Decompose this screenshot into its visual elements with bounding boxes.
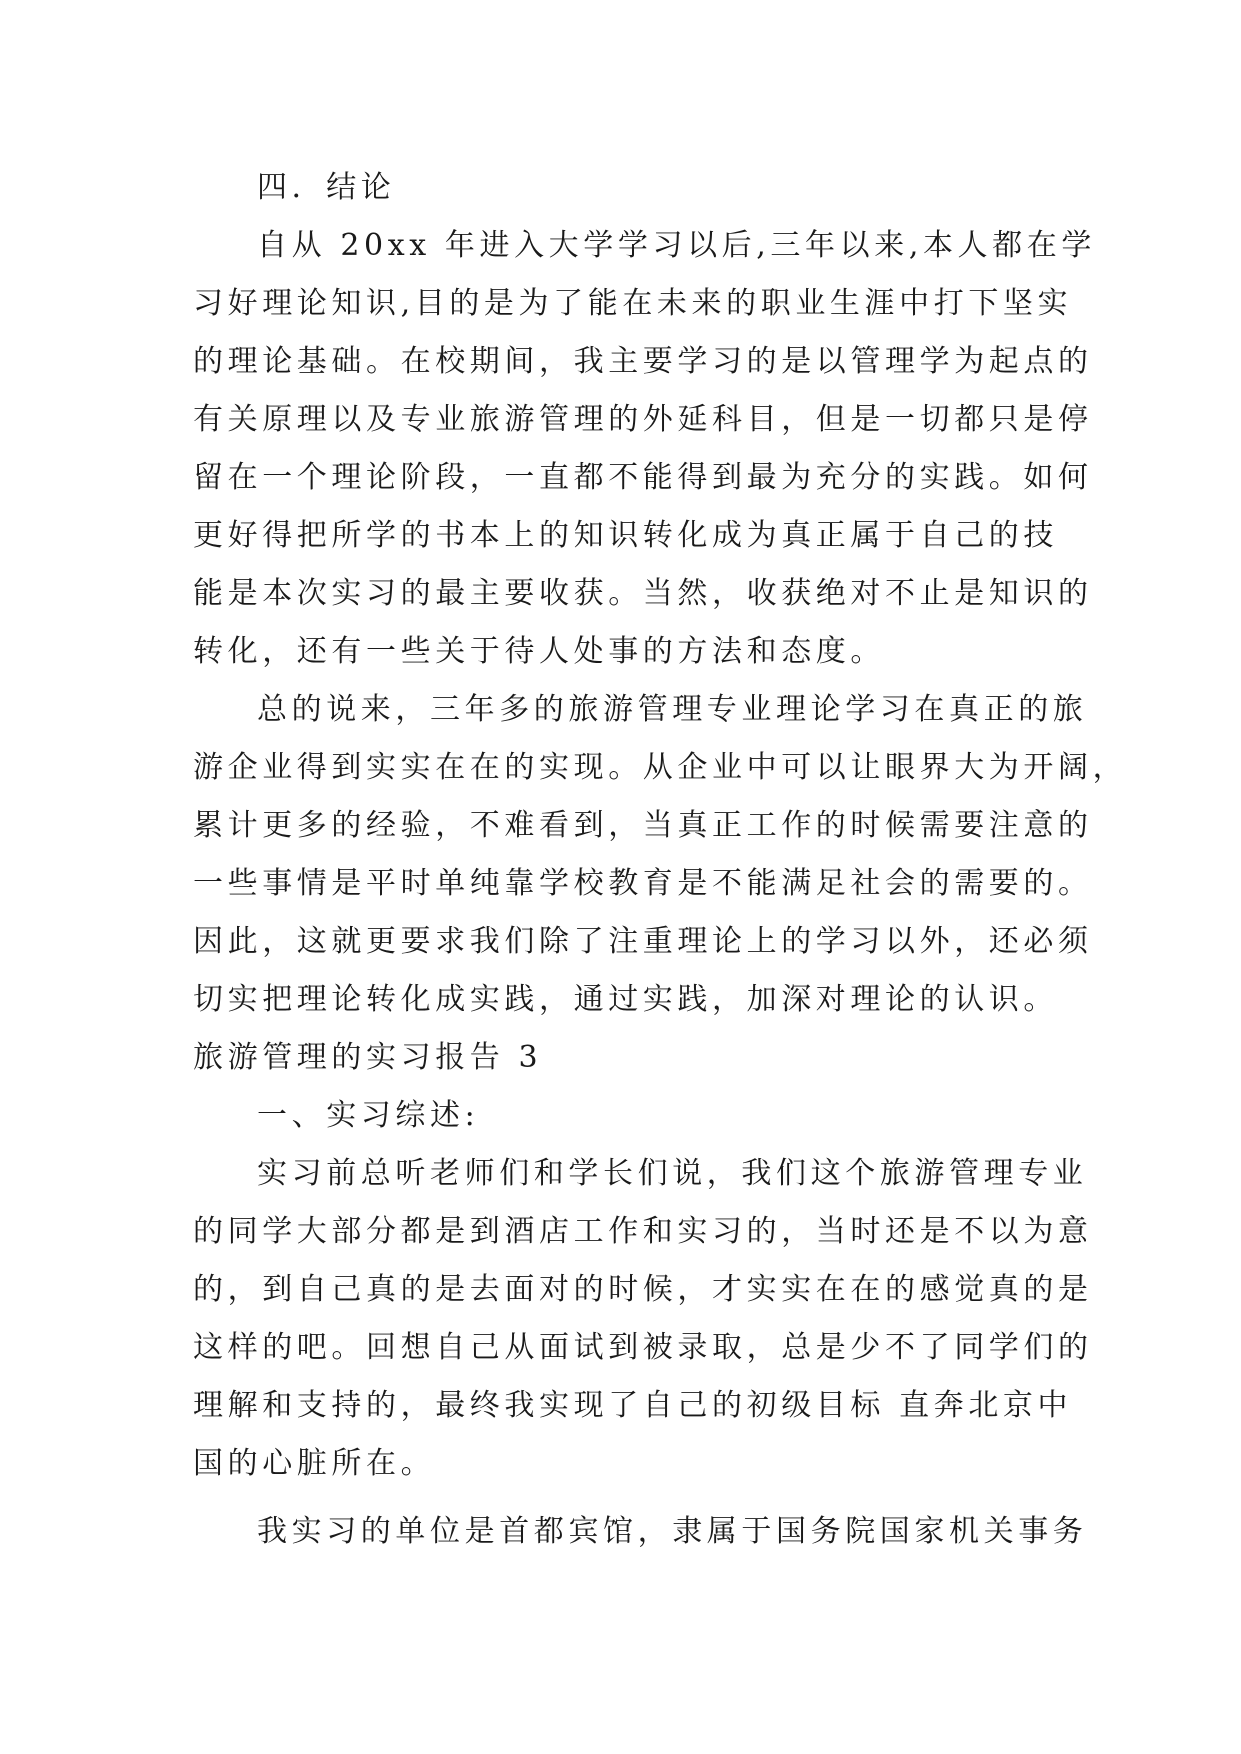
paragraph-line: 理解和支持的，最终我实现了自己的初级目标 直奔北京中	[193, 1388, 1073, 1423]
paragraph-line: 的理论基础。在校期间，我主要学习的是以管理学为起点的	[193, 344, 1093, 379]
paragraph-line: 因此，这就更要求我们除了注重理论上的学习以外，还必须	[193, 924, 1093, 959]
paragraph-line: 自从 20xx 年进入大学学习以后,三年以来,本人都在学	[257, 228, 1096, 263]
paragraph-line: 实习前总听老师们和学长们说，我们这个旅游管理专业	[257, 1156, 1088, 1191]
paragraph-line: 这样的吧。回想自己从面试到被录取，总是少不了同学们的	[193, 1330, 1093, 1365]
paragraph-line: 游企业得到实实在在的实现。从企业中可以让眼界大为开阔，	[193, 750, 1128, 785]
paragraph-line: 习好理论知识,目的是为了能在未来的职业生涯中打下坚实	[193, 286, 1073, 321]
paragraph-line: 能是本次实习的最主要收获。当然，收获绝对不止是知识的	[193, 576, 1093, 611]
document-body	[193, 159, 1128, 1561]
paragraph-line: 的同学大部分都是到酒店工作和实习的，当时还是不以为意	[193, 1214, 1093, 1249]
section-four-paragraph-2	[193, 681, 1128, 1029]
paragraph-line: 切实把理论转化成实践，通过实践，加深对理论的认识。	[193, 982, 1058, 1017]
paragraph-line: 累计更多的经验，不难看到，当真正工作的时候需要注意的	[193, 808, 1093, 843]
paragraph-line: 转化，还有一些关于待人处事的方法和态度。	[193, 634, 885, 669]
paragraph-line: 留在一个理论阶段，一直都不能得到最为充分的实践。如何	[193, 460, 1093, 495]
paragraph-line: 我实习的单位是首都宾馆，隶属于国务院国家机关事务	[257, 1514, 1088, 1549]
section-four-heading: 四．结论	[257, 170, 396, 205]
paragraph-line: 总的说来，三年多的旅游管理专业理论学习在真正的旅	[257, 692, 1088, 727]
paragraph-line: 一些事情是平时单纯靠学校教育是不能满足社会的需要的。	[193, 866, 1093, 901]
paragraph-line: 的，到自己真的是去面对的时候，才实实在在的感觉真的是	[193, 1272, 1093, 1307]
section-one-paragraph-2	[193, 1503, 1088, 1561]
section-one-paragraph-1	[193, 1145, 1093, 1493]
paragraph-line: 有关原理以及专业旅游管理的外延科目，但是一切都只是停	[193, 402, 1093, 437]
report-title: 旅游管理的实习报告 3	[193, 1040, 543, 1075]
paragraph-line: 国的心脏所在。	[193, 1446, 436, 1481]
section-four-paragraph-1	[193, 217, 1096, 681]
section-one-heading: 一、实习综述:	[257, 1098, 480, 1133]
paragraph-line: 更好得把所学的书本上的知识转化成为真正属于自己的技	[193, 518, 1058, 553]
